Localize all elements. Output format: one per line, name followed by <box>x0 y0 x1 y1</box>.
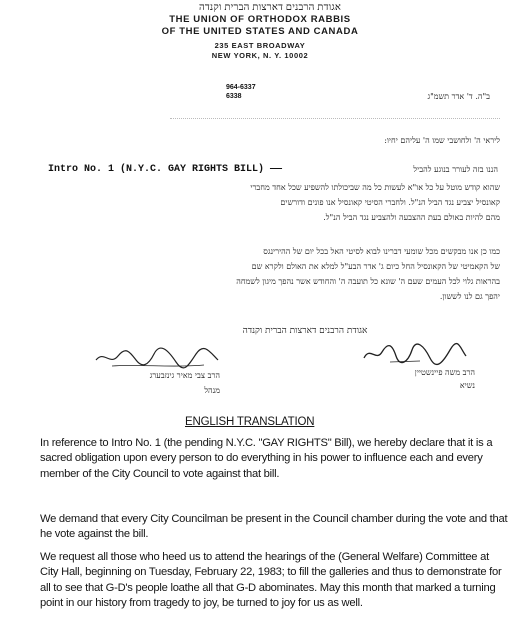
hebrew-date: ב"ה. ד' אדר תשמ"ג <box>427 92 490 101</box>
translation-paragraph-2: We demand that every City Councilman be present in the Council chamber during the vote and that he vote against the bill. <box>40 513 508 541</box>
signature-right-image <box>360 340 470 368</box>
signatory-left-title: מנהל <box>204 386 220 395</box>
translation-paragraph-3: We request all those who heed us to attend the hearings of the (General Welfare) Committee at City Hall, beginning on Tuesday, February 22, 1983; to fill the galleries and thus to demonstrate for all to see that G-D's people loathe all that G-D abominates. May this month that marked a turning point in our history from tragedy to joy, be turned to joy for us as well. <box>40 551 502 610</box>
letterhead-line-2: OF THE UNITED STATES AND CANADA <box>161 26 359 37</box>
hebrew-para2-line: יהפך גם לנו לששון. <box>439 292 500 301</box>
letterhead-line-1: THE UNION OF ORTHODOX RABBIS <box>169 14 351 25</box>
signatory-right-title: נשיא <box>459 381 475 390</box>
letterhead-hebrew-name: אגודת הרבנים דארצות הברית וקנדה <box>198 2 342 13</box>
organization-signature-line: אגודת הרבנים דארצות הברית וקנדה <box>242 326 368 336</box>
translation-paragraph-1: In reference to Intro No. 1 (the pending N.Y.C. "GAY RIGHTS" Bill), we hereby declare that it is a sacred obligation upon every person to do everything in his power to influence each and every member of the City Council to vote against that bill. <box>40 437 493 480</box>
divider <box>170 118 500 119</box>
hebrew-para1-line: מהם להיות באולם בעת ההצבעה ולהצביע נגד הביל הנ"ל. <box>323 213 500 222</box>
letterhead-phone-1: 964-6337 <box>226 84 256 91</box>
letterhead-address: 235 EAST BROADWAY <box>214 41 306 50</box>
signatory-left-name: הרב צבי מאיר גינזבערג <box>149 371 220 380</box>
translation-heading: ENGLISH TRANSLATION <box>185 416 315 428</box>
letterhead-city: NEW YORK, N. Y. 10002 <box>211 51 309 60</box>
hebrew-para2-line: בהראות גלוי לכל העמים שעם ה' שונא כל תועבה ה' והחודש אשר נהפך מיגון לשמחה <box>236 277 500 286</box>
signature-left-image <box>92 346 222 372</box>
hebrew-para1-line: קאונסיל יצביע נגד הביל הנ"ל. ולחברי הסיטי קאונסיל אנו פונים ודורשים <box>280 198 500 207</box>
hebrew-para2-line: של הקאמיטי של הקאונסיל החל כיום ג' אדר הבע"ל למלא את האולם ולקרא שם <box>251 262 500 271</box>
letterhead-phone-2: 6338 <box>226 93 242 100</box>
hebrew-para1-line: שהוא קודש מוטל על כל או"א לעשות כל מה שביכולתו להשפיע שכל אחד מחברי <box>250 183 500 192</box>
hebrew-salutation: ליראי ה' ולחושבי שמו ה' עליהם יחיו: <box>384 136 500 145</box>
intro-hebrew: הננו בזה לעורר בנוגע להביל <box>413 165 498 174</box>
intro-label: Intro No. 1 (N.Y.C. GAY RIGHTS BILL) —— <box>48 164 283 175</box>
hebrew-para2-line: כמו כן אנו מבקשים מכל שומעי דברינו לבוא לסיטי האל בכל יום של ההירינגס <box>263 247 500 256</box>
signatory-right-name: הרב משה פיינשטיין <box>414 368 475 377</box>
